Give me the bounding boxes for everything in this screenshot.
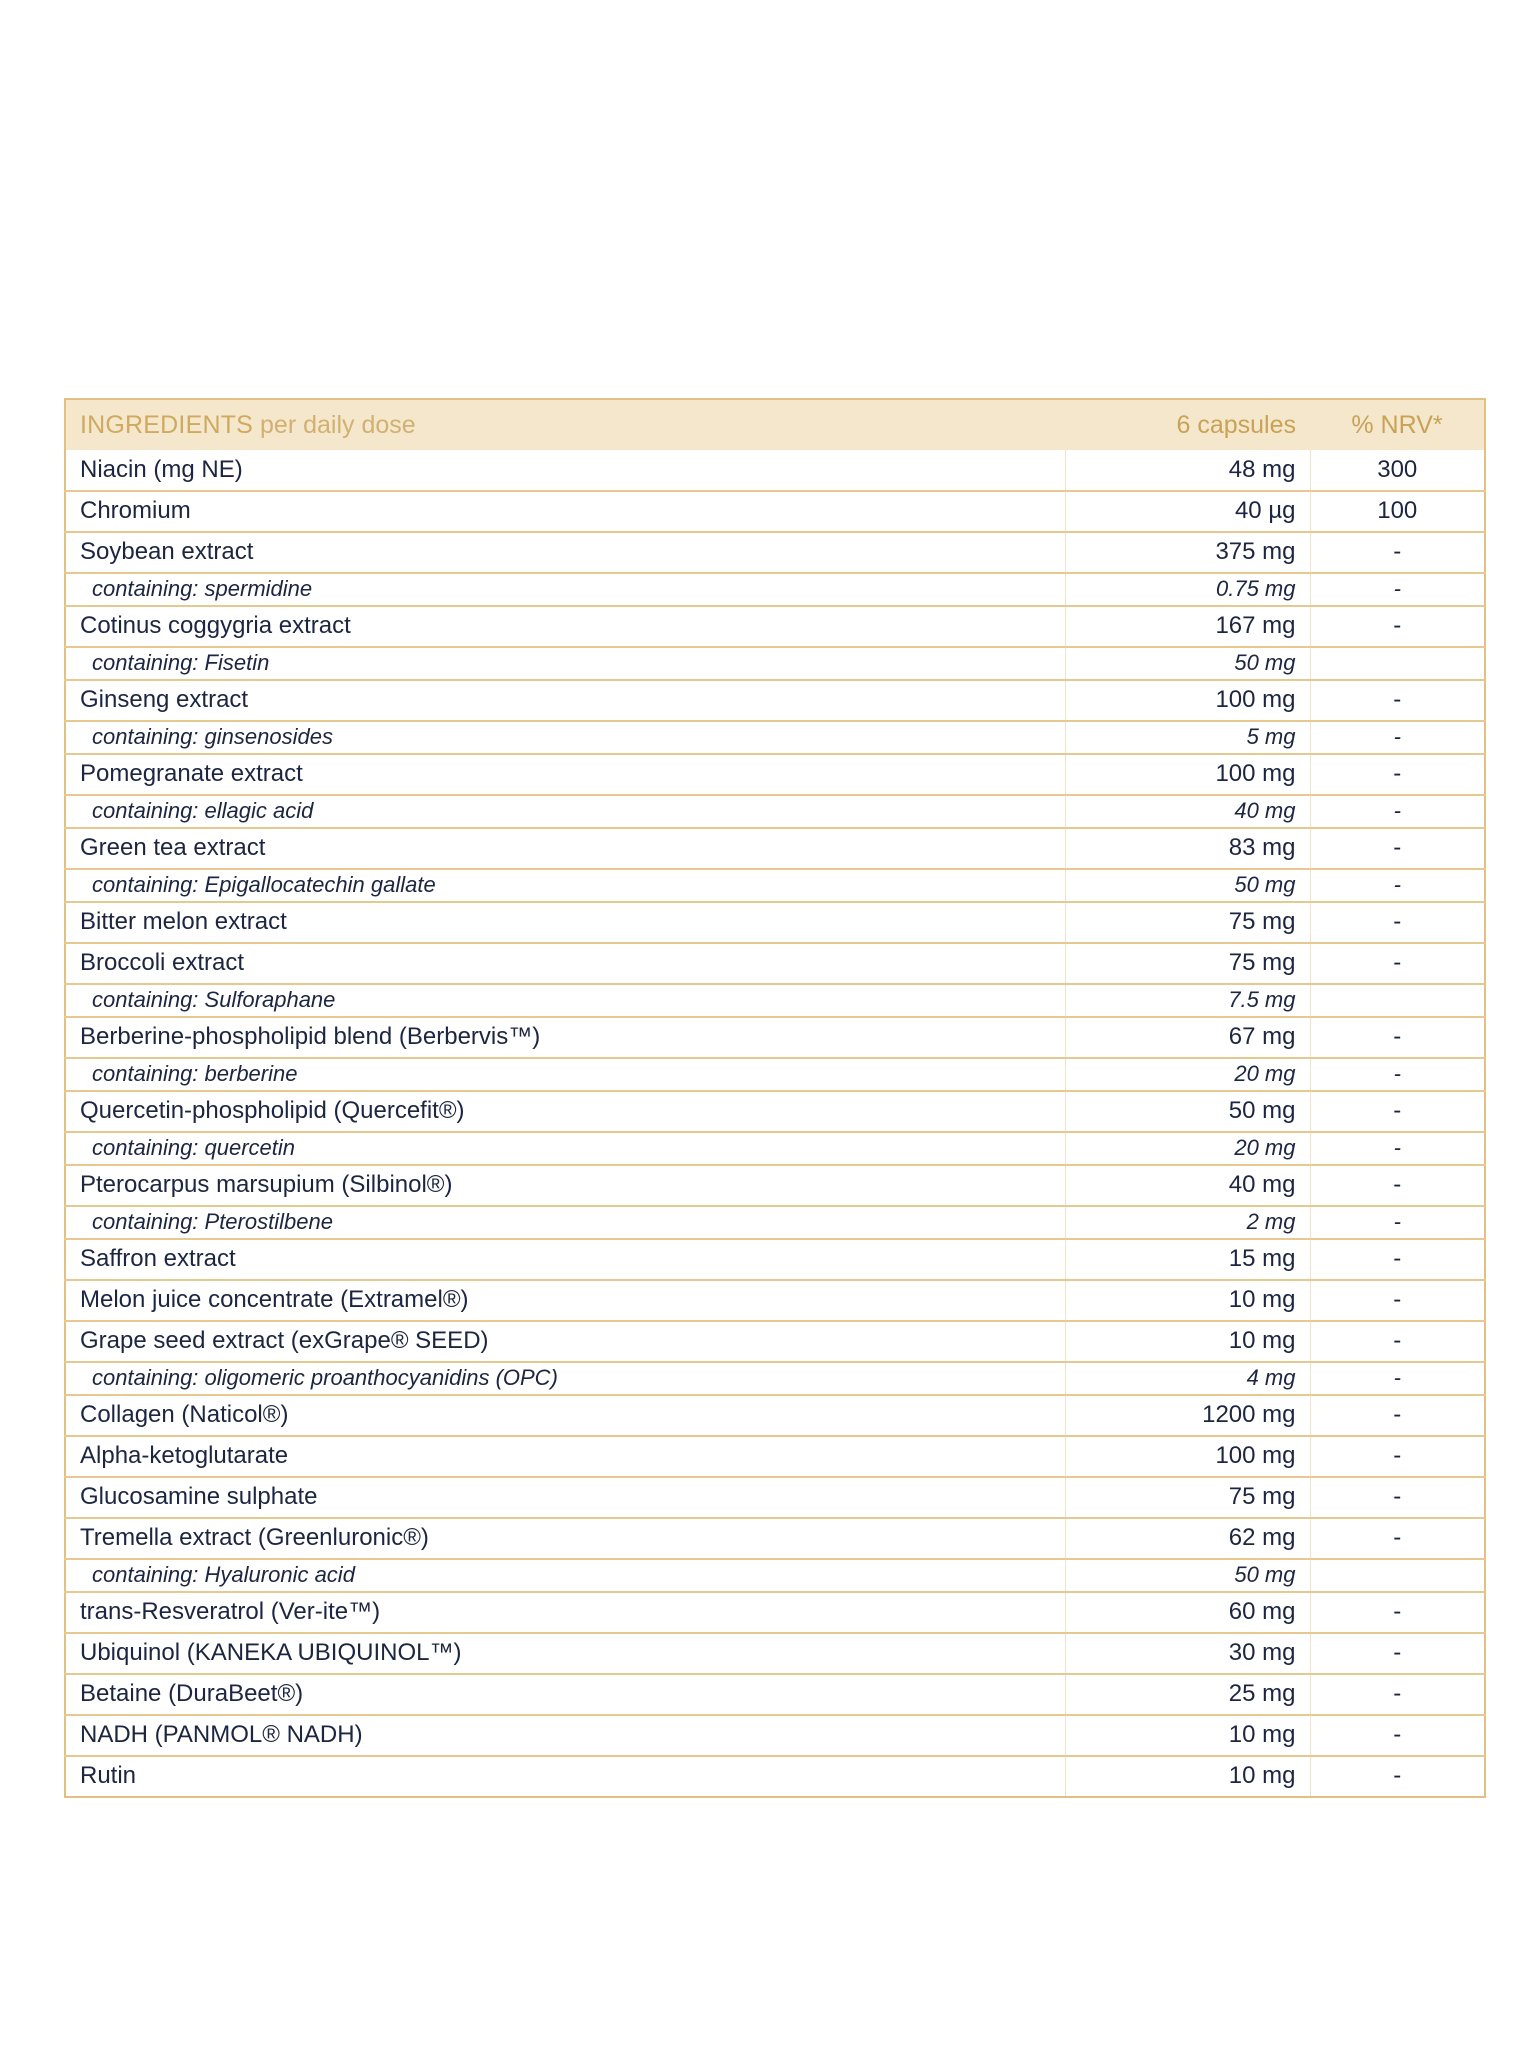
ingredient-name: containing: ginsenosides [65,721,1065,754]
ingredient-dose: 50 mg [1065,869,1310,902]
ingredient-nrv: - [1310,532,1485,573]
ingredient-dose: 375 mg [1065,532,1310,573]
ingredient-dose: 50 mg [1065,1559,1310,1592]
ingredient-name: containing: Fisetin [65,647,1065,680]
ingredient-name: Cotinus coggygria extract [65,606,1065,647]
table-row-sub-ingredient [65,795,1485,828]
table-row [65,1674,1485,1715]
ingredient-name: Pomegranate extract [65,754,1065,795]
ingredient-nrv: - [1310,1165,1485,1206]
table-row [65,1165,1485,1206]
table-row-sub-ingredient [65,721,1485,754]
ingredient-name: containing: Sulforaphane [65,984,1065,1017]
ingredient-nrv: - [1310,795,1485,828]
column-header-ingredients [65,399,1065,450]
ingredient-name: Collagen (Naticol®) [65,1395,1065,1436]
table-header-row [65,399,1485,450]
ingredient-name: Chromium [65,491,1065,532]
ingredient-name: Betaine (DuraBeet®) [65,1674,1065,1715]
ingredient-name: trans-Resveratrol (Ver-ite™) [65,1592,1065,1633]
ingredient-nrv: - [1310,869,1485,902]
ingredient-dose: 50 mg [1065,1091,1310,1132]
ingredient-name: containing: Epigallocatechin gallate [65,869,1065,902]
ingredient-name: Saffron extract [65,1239,1065,1280]
ingredient-nrv: - [1310,573,1485,606]
ingredient-dose: 30 mg [1065,1633,1310,1674]
ingredient-dose: 0.75 mg [1065,573,1310,606]
ingredient-nrv: - [1310,1132,1485,1165]
table-row [65,1592,1485,1633]
ingredient-dose: 4 mg [1065,1362,1310,1395]
ingredient-dose: 100 mg [1065,754,1310,795]
ingredient-dose: 20 mg [1065,1058,1310,1091]
ingredient-name: containing: spermidine [65,573,1065,606]
table-row [65,1395,1485,1436]
ingredient-nrv: - [1310,1206,1485,1239]
table-body [65,450,1485,1797]
ingredient-nrv: 300 [1377,455,1418,483]
ingredient-dose: 1200 mg [1065,1395,1310,1436]
table-row [65,1756,1485,1797]
column-header-nrv: % NRV* [1310,399,1485,450]
ingredient-nrv: - [1310,1239,1485,1280]
ingredient-nrv [1310,647,1485,680]
ingredient-name: Melon juice concentrate (Extramel®) [65,1280,1065,1321]
table-row [65,1436,1485,1477]
ingredient-nrv: - [1310,1715,1485,1756]
ingredients-table-container [64,398,1484,1798]
ingredient-nrv: - [1310,1058,1485,1091]
ingredient-name: Bitter melon extract [65,902,1065,943]
table-row [65,754,1485,795]
ingredient-dose: 7.5 mg [1065,984,1310,1017]
ingredient-nrv: - [1310,1436,1485,1477]
ingredient-name: containing: oligomeric proanthocyanidins (OPC) [65,1362,1065,1395]
table-row [65,532,1485,573]
ingredient-dose: 15 mg [1065,1239,1310,1280]
ingredient-dose: 83 mg [1065,828,1310,869]
table-row [65,680,1485,721]
ingredient-name: Broccoli extract [65,943,1065,984]
ingredient-dose: 75 mg [1065,943,1310,984]
table-row [65,1091,1485,1132]
column-header-ingredients-rest: per daily dose [253,410,416,439]
table-row [65,902,1485,943]
ingredient-nrv: - [1310,1017,1485,1058]
table-row [65,1477,1485,1518]
ingredient-name: containing: ellagic acid [65,795,1065,828]
ingredient-dose: 10 mg [1065,1280,1310,1321]
ingredient-nrv: - [1310,943,1485,984]
ingredient-nrv: - [1310,902,1485,943]
ingredient-nrv: 100 [1310,491,1485,532]
ingredient-dose: 10 mg [1065,1321,1310,1362]
column-header-dose: 6 capsules [1065,399,1310,450]
table-row-sub-ingredient [65,647,1485,680]
ingredient-name: Glucosamine sulphate [65,1477,1065,1518]
ingredient-dose: 20 mg [1065,1132,1310,1165]
ingredient-name: containing: quercetin [65,1132,1065,1165]
table-row-sub-ingredient [65,1058,1485,1091]
ingredient-name: containing: berberine [65,1058,1065,1091]
ingredient-nrv: - [1310,1091,1485,1132]
table-row-sub-ingredient [65,984,1485,1017]
table-row [65,1715,1485,1756]
ingredient-name: Ginseng extract [65,680,1065,721]
ingredient-dose: 60 mg [1065,1592,1310,1633]
ingredient-nrv: - [1310,1518,1485,1559]
ingredient-nrv: - [1310,1321,1485,1362]
ingredient-nrv: - [1310,1362,1485,1395]
ingredient-name: Pterocarpus marsupium (Silbinol®) [65,1165,1065,1206]
ingredient-dose: 40 mg [1065,1165,1310,1206]
table-row [65,450,1485,491]
ingredient-name: Grape seed extract (exGrape® SEED) [65,1321,1065,1362]
table-row [65,491,1485,532]
ingredient-dose: 62 mg [1065,1518,1310,1559]
table-row [65,828,1485,869]
ingredient-name: Tremella extract (Greenluronic®) [65,1518,1065,1559]
ingredient-nrv: - [1310,1395,1485,1436]
ingredient-dose: 50 mg [1065,647,1310,680]
ingredient-dose: 75 mg [1065,902,1310,943]
table-row [65,1518,1485,1559]
table-row-sub-ingredient [65,1559,1485,1592]
ingredients-table [64,398,1486,1798]
column-header-ingredients-strong: INGREDIENTS [80,410,254,439]
table-row-sub-ingredient [65,1206,1485,1239]
ingredient-dose: 167 mg [1065,606,1310,647]
ingredient-nrv [1310,984,1485,1017]
ingredient-dose: 100 mg [1065,1436,1310,1477]
table-row [65,1239,1485,1280]
ingredient-name: NADH (PANMOL® NADH) [65,1715,1065,1756]
ingredient-name: containing: Hyaluronic acid [65,1559,1065,1592]
ingredient-name: Alpha-ketoglutarate [65,1436,1065,1477]
ingredient-nrv: - [1310,680,1485,721]
ingredient-dose: 10 mg [1065,1756,1310,1797]
ingredient-nrv: - [1310,828,1485,869]
ingredient-name: Quercetin-phospholipid (Quercefit®) [65,1091,1065,1132]
ingredient-nrv: - [1310,1280,1485,1321]
table-row [65,1633,1485,1674]
ingredient-nrv: - [1310,1633,1485,1674]
ingredient-nrv [1310,1559,1485,1592]
ingredient-name: Ubiquinol (KANEKA UBIQUINOL™) [65,1633,1065,1674]
ingredient-dose: 5 mg [1065,721,1310,754]
ingredient-dose: 2 mg [1065,1206,1310,1239]
ingredient-dose: 40 µg [1065,491,1310,532]
ingredient-nrv: - [1310,754,1485,795]
ingredient-name: Niacin (mg NE) [65,450,1065,491]
ingredient-dose: 67 mg [1065,1017,1310,1058]
ingredient-dose: 100 mg [1065,680,1310,721]
ingredient-dose: 48 mg [1065,450,1310,491]
table-row-sub-ingredient [65,869,1485,902]
ingredient-nrv: - [1310,606,1485,647]
ingredient-name: Green tea extract [65,828,1065,869]
ingredient-name: Soybean extract [65,532,1065,573]
table-row [65,1321,1485,1362]
ingredient-name: Rutin [65,1756,1065,1797]
ingredient-dose: 40 mg [1065,795,1310,828]
ingredient-dose: 10 mg [1065,1715,1310,1756]
table-header [65,399,1485,450]
ingredient-nrv: - [1310,721,1485,754]
ingredient-dose: 75 mg [1065,1477,1310,1518]
ingredient-nrv: - [1310,1592,1485,1633]
table-row-sub-ingredient [65,1362,1485,1395]
ingredient-name: Berberine-phospholipid blend (Berbervis™) [65,1017,1065,1058]
table-row-sub-ingredient [65,1132,1485,1165]
table-row [65,606,1485,647]
ingredient-nrv: - [1310,1674,1485,1715]
ingredient-nrv: - [1310,1756,1485,1797]
table-row-sub-ingredient [65,573,1485,606]
ingredient-name: containing: Pterostilbene [65,1206,1065,1239]
ingredient-nrv: - [1310,1477,1485,1518]
table-row [65,1017,1485,1058]
table-row [65,943,1485,984]
table-row [65,1280,1485,1321]
ingredient-dose: 25 mg [1065,1674,1310,1715]
